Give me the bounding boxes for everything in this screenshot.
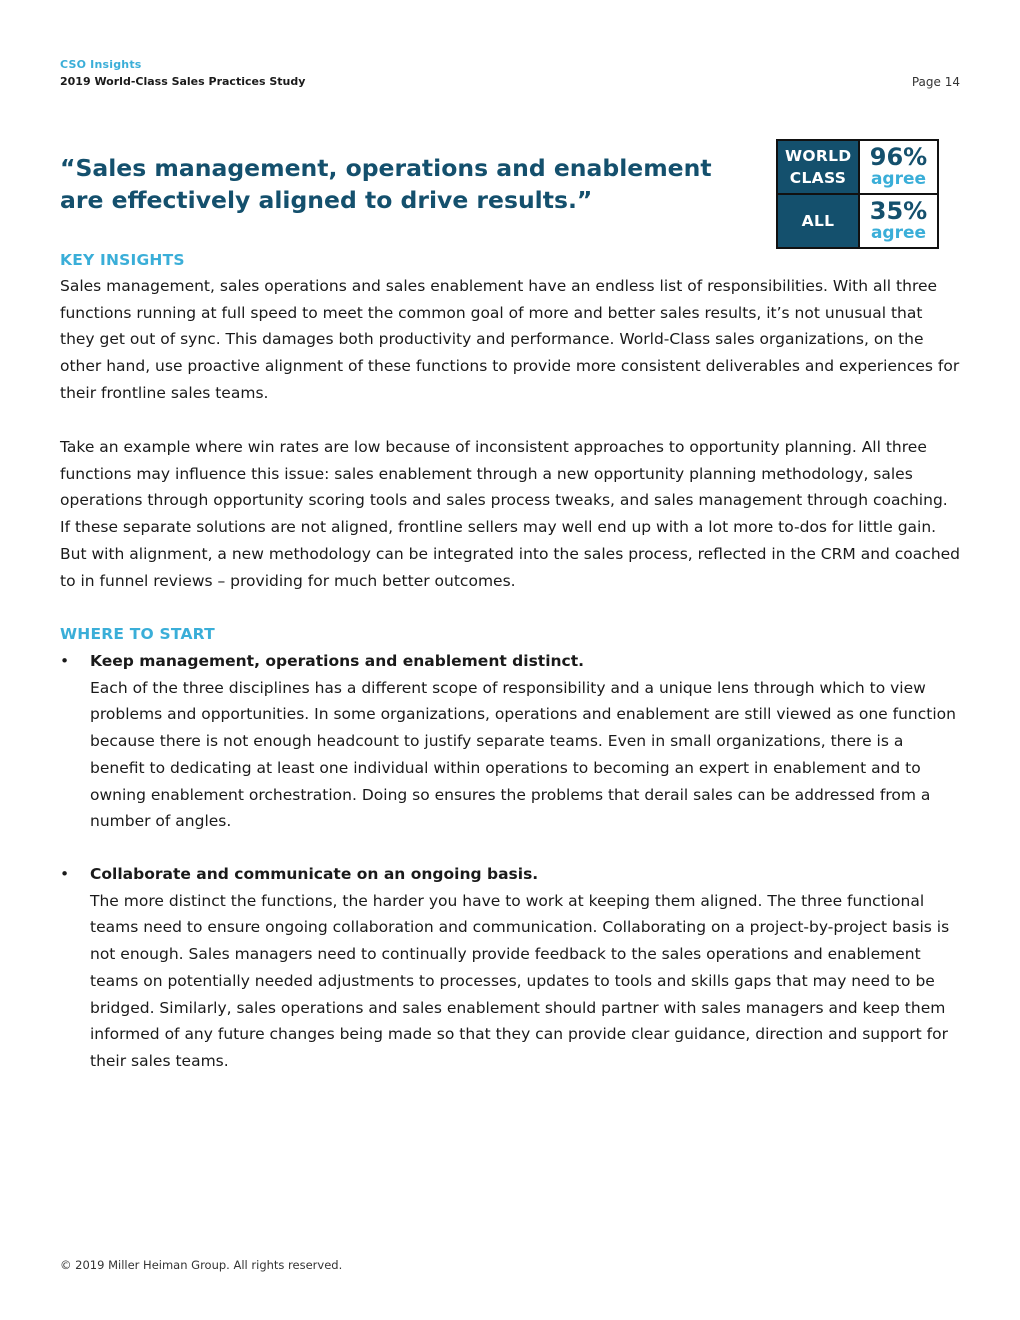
bullet-title: Keep management, operations and enablement distinct.	[90, 652, 585, 670]
header-study-title: 2019 World-Class Sales Practices Study	[60, 75, 306, 88]
all-label	[778, 195, 858, 247]
bullet-title: Collaborate and communicate on an ongoing basis.	[90, 865, 539, 883]
agreement-stat-box	[776, 139, 939, 249]
bullet-item	[60, 861, 960, 1075]
bullet-body	[90, 861, 960, 1075]
page-number: Page 14	[911, 75, 960, 89]
header-brand: CSO Insights	[60, 58, 142, 71]
copyright-footer: © 2019 Miller Heiman Group. All rights reserved.	[60, 1258, 343, 1272]
key-insights-paragraph-1: Sales management, sales operations and sales enablement have an endless list of responsibilities. With all three functions running at full speed to meet the common goal of more and better sales results, it’s not unusual that they get out of sync. This damages both productivity and performance. World-Class sales organizations, on the other hand, use proactive alignment of these functions to provide more consistent deliverables and experiences for their frontline sales teams.	[60, 277, 960, 402]
bullet-text: Each of the three disciplines has a different scope of responsibility and a unique lens through which to view problems and opportunities. In some organizations, operations and enablement are still viewed as one function because there is not enough headcount to justify separate teams. Even in small organizations, there is a benefit to dedicating at least one individual within operations to becoming an expert in enablement and to owning enablement orchestration. Doing so ensures the problems that derail sales can be addressed from a number of angles.	[90, 678, 956, 831]
world-class-label-text: WORLD CLASS	[785, 147, 852, 187]
bullet-icon: •	[60, 652, 70, 670]
all-percent: 35%	[869, 197, 928, 225]
page-title: “Sales management, operations and enablement are effectively aligned to drive results.”	[60, 154, 712, 214]
world-class-agree: agree	[870, 169, 927, 189]
all-label-text: ALL	[801, 212, 835, 230]
all-value	[860, 195, 937, 247]
bullet-text: The more distinct the functions, the harder you have to work at keeping them aligned. The three functional teams need to ensure ongoing collaboration and communication. Collaborating on a project-by-project basis is not enough. Sales managers need to continually provide feedback to the sales operations and enablement teams on potentially needed adjustments to processes, updates to tools and skills gaps that may need to be bridged. Similarly, sales operations and sales enablement should partner with sales managers and keep them informed of any future changes being made so that they can provide clear guidance, direction and support for their sales teams.	[90, 891, 950, 1070]
world-class-value	[860, 141, 937, 193]
bullet-item	[60, 648, 960, 835]
bullet-icon: •	[60, 865, 70, 883]
key-insights-heading: KEY INSIGHTS	[60, 251, 185, 269]
world-class-label	[778, 141, 858, 193]
where-to-start-heading: WHERE TO START	[60, 625, 215, 643]
world-class-percent: 96%	[869, 143, 928, 171]
bullet-body	[90, 648, 960, 835]
key-insights-paragraph-2: Take an example where win rates are low because of inconsistent approaches to opportunity planning. All three functions may influence this issue: sales enablement through a new opportunity planning methodology, sales operations through opportunity scoring tools and sales process tweaks, and sales management through coaching. If these separate solutions are not aligned, frontline sellers may well end up with a lot more to-dos for little gain. But with alignment, a new methodology can be integrated into the sales process, reflected in the CRM and coached to in funnel reviews – providing for much better outcomes.	[60, 438, 961, 590]
all-agree: agree	[870, 223, 927, 243]
